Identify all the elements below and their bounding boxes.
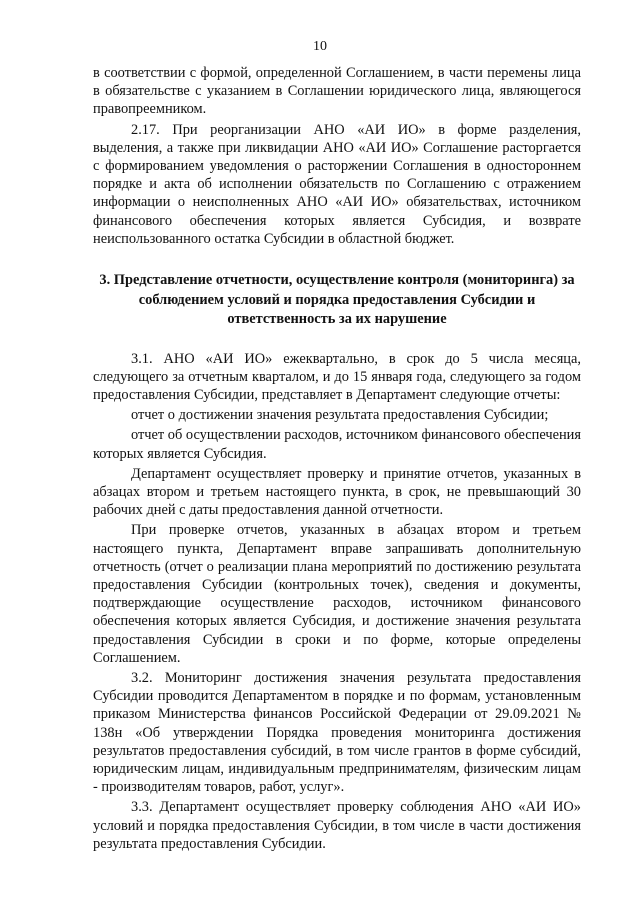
section-3-heading: 3. Представление отчетности, осуществление контроля (мониторинга) за соблюдением условий и порядка предоставления Субсидии и ответственность за их нарушение: [99, 272, 575, 328]
document-body: [93, 64, 581, 853]
paragraph-report-result: отчет о достижении значения результата предоставления Субсидии;: [131, 407, 549, 424]
paragraph-3-2: 3.2. Мониторинг достижения значения результата предоставления Субсидии проводится Департаментом в порядке и по формам, установленным приказом Министерства финансов Российской Федерации от 29.09.2021 № 138н «Об утверждении Порядка проведения мониторинга достижения результатов предоставления субсидий, в том числе грантов в форме субсидий, юридическим лицам, индивидуальным предпринимателям, физическим лицам - производителям товаров, работ, услуг».: [93, 669, 581, 796]
paragraph-2-17: 2.17. При реорганизации АНО «АИ ИО» в форме разделения, выделения, а также при ликвидации АНО «АИ ИО» Соглашение расторгается с формированием уведомления о расторжении Соглашения в одностороннем порядке и акта об исполнении обязательств по Соглашению с отражением информации о неисполненных АНО «АИ ИО» обязательствах, источником финансового обеспечения которых является Субсидия, и возврате неиспользованного остатка Субсидии в областной бюджет.: [93, 121, 581, 247]
paragraph-continuation: в соответствии с формой, определенной Соглашением, в части перемены лица в обязательстве с указанием в Соглашении юридического лица, являющегося правопреемником.: [93, 65, 581, 118]
page-number: 10: [313, 39, 327, 54]
paragraph-additional-reporting: При проверке отчетов, указанных в абзацах втором и третьем настоящего пункта, Департамент вправе запрашивать дополнительную отчетность (отчет о реализации плана мероприятий по достижению результата предоставления Субсидии (контрольных точек), сведения и документы, подтверждающие осуществление расходов, источником финансового обеспечения которых является Субсидия, и достижение значения результата предоставления Субсидии в сроки и по форме, которые определены Соглашением.: [93, 522, 581, 666]
paragraph-report-expenses: отчет об осуществлении расходов, источником финансового обеспечения которых является Субсидия.: [93, 427, 581, 462]
paragraph-3-3: 3.3. Департамент осуществляет проверку соблюдения АНО «АИ ИО» условий и порядка предоставления Субсидии, в том числе в части достижения результата предоставления Субсидии.: [93, 799, 581, 852]
paragraph-3-1: 3.1. АНО «АИ ИО» ежеквартально, в срок до 5 числа месяца, следующего за отчетным кварталом, и до 15 января года, следующего за годом предоставления Субсидии, представляет в Департамент следующие отчеты:: [93, 350, 581, 403]
paragraph-department-check: Департамент осуществляет проверку и принятие отчетов, указанных в абзацах втором и третьем настоящего пункта, в срок, не превышающий 30 рабочих дней с даты предоставления данной отчетности.: [93, 465, 581, 519]
